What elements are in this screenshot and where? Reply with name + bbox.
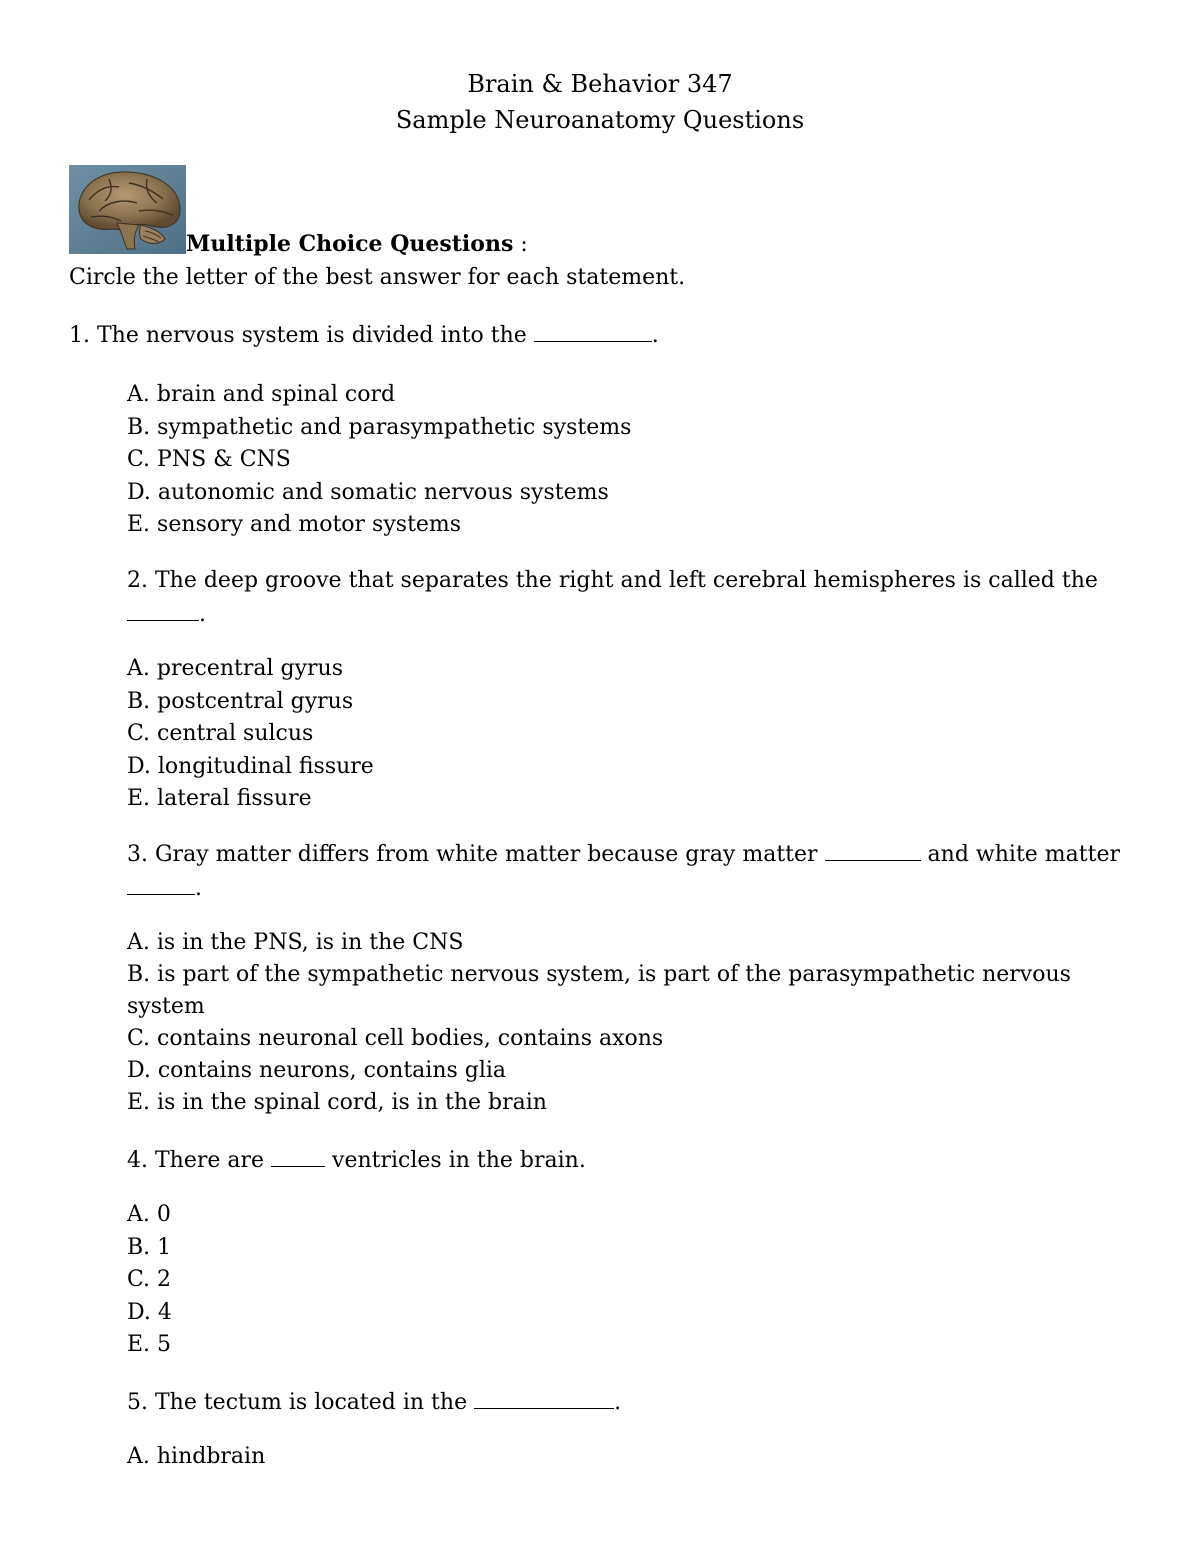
question-3-text-end: . <box>195 876 202 901</box>
answer-option: E. lateral fissure <box>127 786 312 811</box>
question-4-text-end: ventricles in the brain. <box>325 1148 586 1173</box>
question-1-text: 1. The nervous system is divided into the <box>69 323 534 348</box>
question-5-stem <box>127 1386 1127 1420</box>
answer-blank <box>127 894 195 895</box>
answer-option: B. postcentral gyrus <box>127 688 354 714</box>
question-5-options <box>127 1441 265 1474</box>
section-heading-label: Multiple Choice Questions <box>186 231 514 257</box>
course-title: Brain & Behavior 347 <box>467 70 733 98</box>
question-5-text-end: . <box>614 1390 622 1415</box>
answer-blank <box>534 341 652 342</box>
question-4-text: 4. There are <box>127 1148 272 1173</box>
question-5-text: 5. The tectum is located in the <box>127 1390 475 1415</box>
question-3-stem <box>127 838 1127 906</box>
answer-option: A. hindbrain <box>127 1444 266 1469</box>
answer-option: D. 4 <box>127 1299 172 1325</box>
answer-option: D. longitudinal fissure <box>127 753 374 779</box>
brain-image-icon <box>69 165 186 254</box>
question-1-stem <box>69 322 659 350</box>
answer-blank <box>474 1408 614 1409</box>
answer-blank <box>825 860 921 861</box>
answer-option: A. is in the PNS, is in the CNS <box>127 930 464 955</box>
answer-option: E. sensory and motor systems <box>127 512 462 537</box>
section-heading-colon: : <box>513 232 528 257</box>
answer-option: A. precentral gyrus <box>127 656 343 681</box>
answer-option: D. autonomic and somatic nervous systems <box>127 479 609 505</box>
question-4-stem <box>127 1144 1127 1178</box>
answer-option: E. 5 <box>127 1332 172 1357</box>
answer-blank <box>127 620 199 621</box>
question-1-text-end: . <box>651 323 659 348</box>
answer-option: B. is part of the sympathetic nervous system, is part of the parasympathetic nervous system <box>127 962 1071 1019</box>
question-1-options <box>127 379 631 542</box>
question-2-text: 2. The deep groove that separates the right and left cerebral hemispheres is called the <box>127 568 1098 593</box>
answer-option: B. 1 <box>127 1234 172 1260</box>
answer-option: B. sympathetic and parasympathetic systems <box>127 414 632 440</box>
answer-blank <box>271 1166 325 1167</box>
answer-option: C. contains neuronal cell bodies, contains axons <box>127 1026 664 1051</box>
question-3-text: 3. Gray matter differs from white matter because gray matter <box>127 842 825 867</box>
answer-option: C. PNS & CNS <box>127 447 291 472</box>
question-3-text-middle: and white matter <box>920 842 1120 867</box>
question-4-options <box>127 1199 172 1362</box>
question-2-stem <box>127 564 1127 632</box>
document-title-block <box>0 66 1200 138</box>
answer-option: C. central sulcus <box>127 721 314 746</box>
document-subtitle: Sample Neuroanatomy Questions <box>395 106 805 134</box>
section-heading <box>186 231 528 258</box>
answer-option: E. is in the spinal cord, is in the brain <box>127 1090 547 1115</box>
question-2-text-end: . <box>199 602 206 627</box>
question-3-options <box>127 927 1077 1119</box>
answer-option: A. brain and spinal cord <box>127 382 396 407</box>
answer-option: A. 0 <box>127 1202 171 1227</box>
answer-option: C. 2 <box>127 1267 172 1292</box>
instructions-text: Circle the letter of the best answer for each statement. <box>69 265 686 290</box>
question-2-options <box>127 653 374 816</box>
answer-option: D. contains neurons, contains glia <box>127 1058 507 1083</box>
